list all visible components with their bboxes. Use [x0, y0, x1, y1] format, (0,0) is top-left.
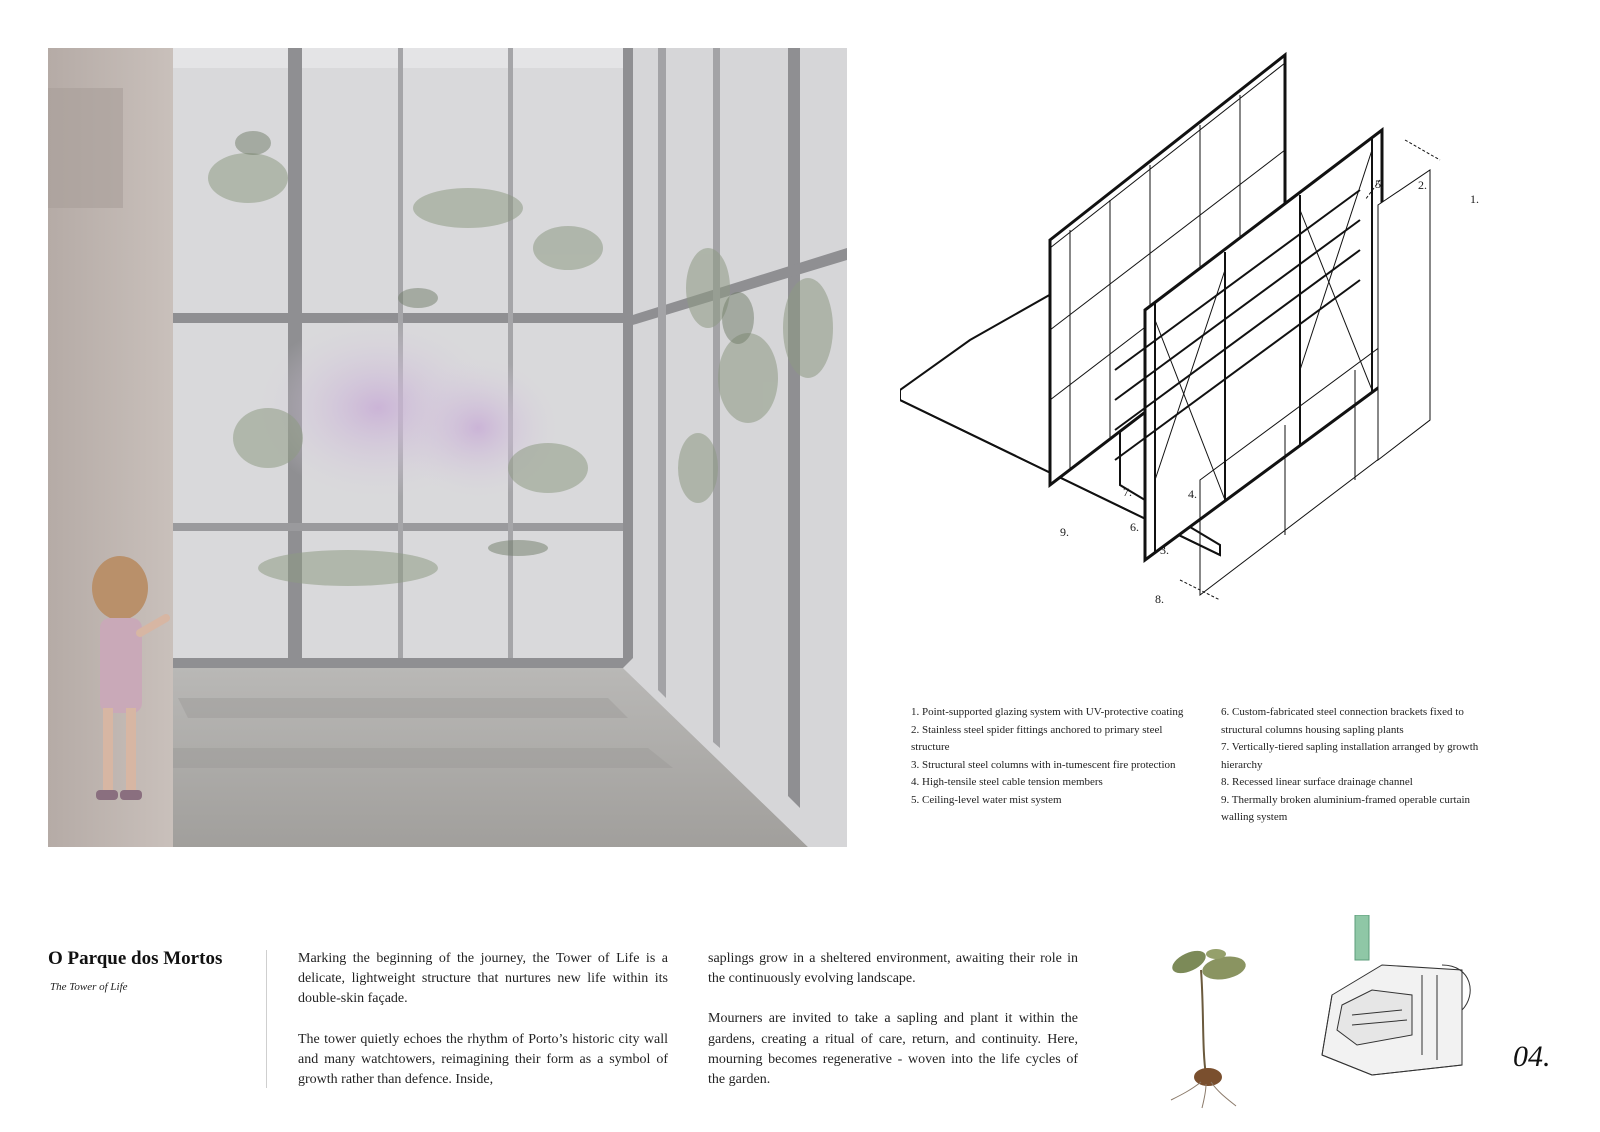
legend-right [1221, 704, 1501, 827]
sapling-illustration [1156, 940, 1256, 1110]
diagram-label-2: 2. [1418, 178, 1427, 192]
legend-item: 4. High-tensile steel cable tension members [911, 776, 1103, 788]
page-number: 04. [1513, 1040, 1551, 1073]
body-column-2 [708, 949, 1078, 1110]
site-axonometric-illustration [1312, 915, 1487, 1090]
body-paragraph: The tower quietly echoes the rhythm of Porto’s historic city wall and many watchtowers, reimagining their form as a symbol of growth rather than defence. Inside, [298, 1031, 668, 1088]
diagram-label-6: 6. [1130, 520, 1139, 534]
body-paragraph: Marking the beginning of the journey, the Tower of Life is a delicate, lightweight structure that nurtures new life within its double-skin façade. [298, 951, 668, 1007]
render-illustration [48, 48, 847, 847]
legend-item: 6. Custom-fabricated steel connection brackets fixed to structural columns housing sapling plants [1221, 706, 1464, 736]
body-paragraph: Mourners are invited to take a sapling and plant it within the gardens, creating a ritual of care, return, and continuity. Here, mourning becomes regenerative - woven into the life cycles of the garden. [708, 1011, 1078, 1088]
diagram-label-7: 7. [1123, 485, 1132, 499]
page-title: O Parque dos Mortos [48, 948, 223, 969]
legend-item: 9. Thermally broken aluminium-framed operable curtain walling system [1221, 793, 1471, 823]
diagram-label-4: 4. [1188, 487, 1197, 501]
legend-item: 5. Ceiling-level water mist system [911, 793, 1062, 806]
interior-render-image [48, 48, 847, 847]
body-paragraph: saplings grow in a sheltered environment, awaiting their role in the continuously evolving landscape. [708, 951, 1078, 987]
legend-left [911, 704, 1186, 809]
legend-item: 7. Vertically-tiered sapling installation arranged by growth hierarchy [1221, 741, 1479, 771]
legend-item: 3. Structural steel columns with in-tumescent fire protection [911, 758, 1176, 771]
divider [266, 950, 267, 1088]
diagram-label-3: 3. [1160, 543, 1169, 557]
legend-item: 2. Stainless steel spider fittings anchored to primary steel structure [911, 723, 1163, 753]
legend-item: 1. Point-supported glazing system with UV-protective coating [911, 706, 1184, 718]
facade-axonometric-diagram [900, 40, 1520, 630]
legend-item: 8. Recessed linear surface drainage channel [1221, 776, 1413, 788]
body-column-1 [298, 949, 668, 1110]
diagram-label-9: 9. [1060, 525, 1069, 539]
diagram-label-1: 1. [1470, 192, 1479, 206]
page-subtitle: The Tower of Life [50, 981, 128, 993]
diagram-label-8: 8. [1155, 592, 1164, 606]
diagram-label-5: 5. [1375, 177, 1384, 191]
